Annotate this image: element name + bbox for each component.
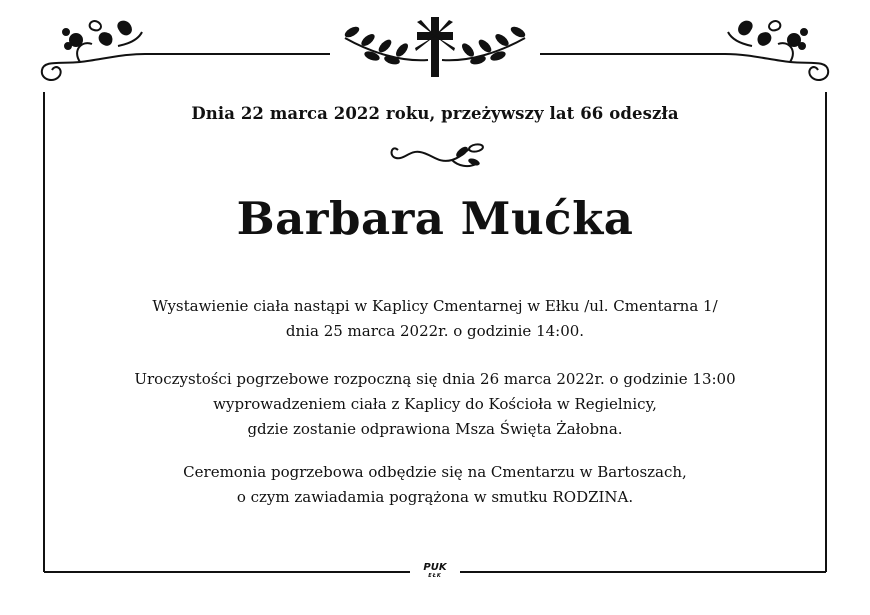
viewing-paragraph <box>60 294 810 344</box>
paragraph-line: o czym zawiadamia pogrążona w smutku RODZINA. <box>236 488 634 506</box>
paragraph-line: Wystawienie ciała nastąpi w Kaplicy Cmentarnej w Ełku /ul. Cmentarna 1/ <box>152 297 718 315</box>
paragraph-line: wyprowadzeniem ciała z Kaplicy do Kościoła w Regielnicy, <box>213 395 657 413</box>
logo-sub-text: EŁK <box>428 573 442 579</box>
paragraph-line: dnia 25 marca 2022r. o godzinie 14:00. <box>285 322 585 340</box>
deceased-name: Barbara Mućka <box>236 192 634 245</box>
floral-scroll-icon <box>725 21 828 80</box>
paragraph-line: Uroczystości pogrzebowe rozpoczną się dnia 26 marca 2022r. o godzinie 13:00 <box>134 370 736 388</box>
paragraph-line: gdzie zostanie odprawiona Msza Święta Żałobna. <box>247 420 623 438</box>
burial-paragraph <box>60 460 810 510</box>
vine-flourish-icon <box>392 143 484 167</box>
ceremony-paragraph <box>60 367 810 442</box>
cross-with-laurel-icon <box>343 17 527 77</box>
logo-main-text: PUK <box>423 562 447 573</box>
intro-line: Dnia 22 marca 2022 roku, przeżywszy lat 66 odeszła <box>191 104 679 123</box>
puk-logo <box>414 563 456 579</box>
paragraph-line: Ceremonia pogrzebowa odbędzie się na Cmentarzu w Bartoszach, <box>183 463 687 481</box>
floral-scroll-icon <box>42 21 145 80</box>
